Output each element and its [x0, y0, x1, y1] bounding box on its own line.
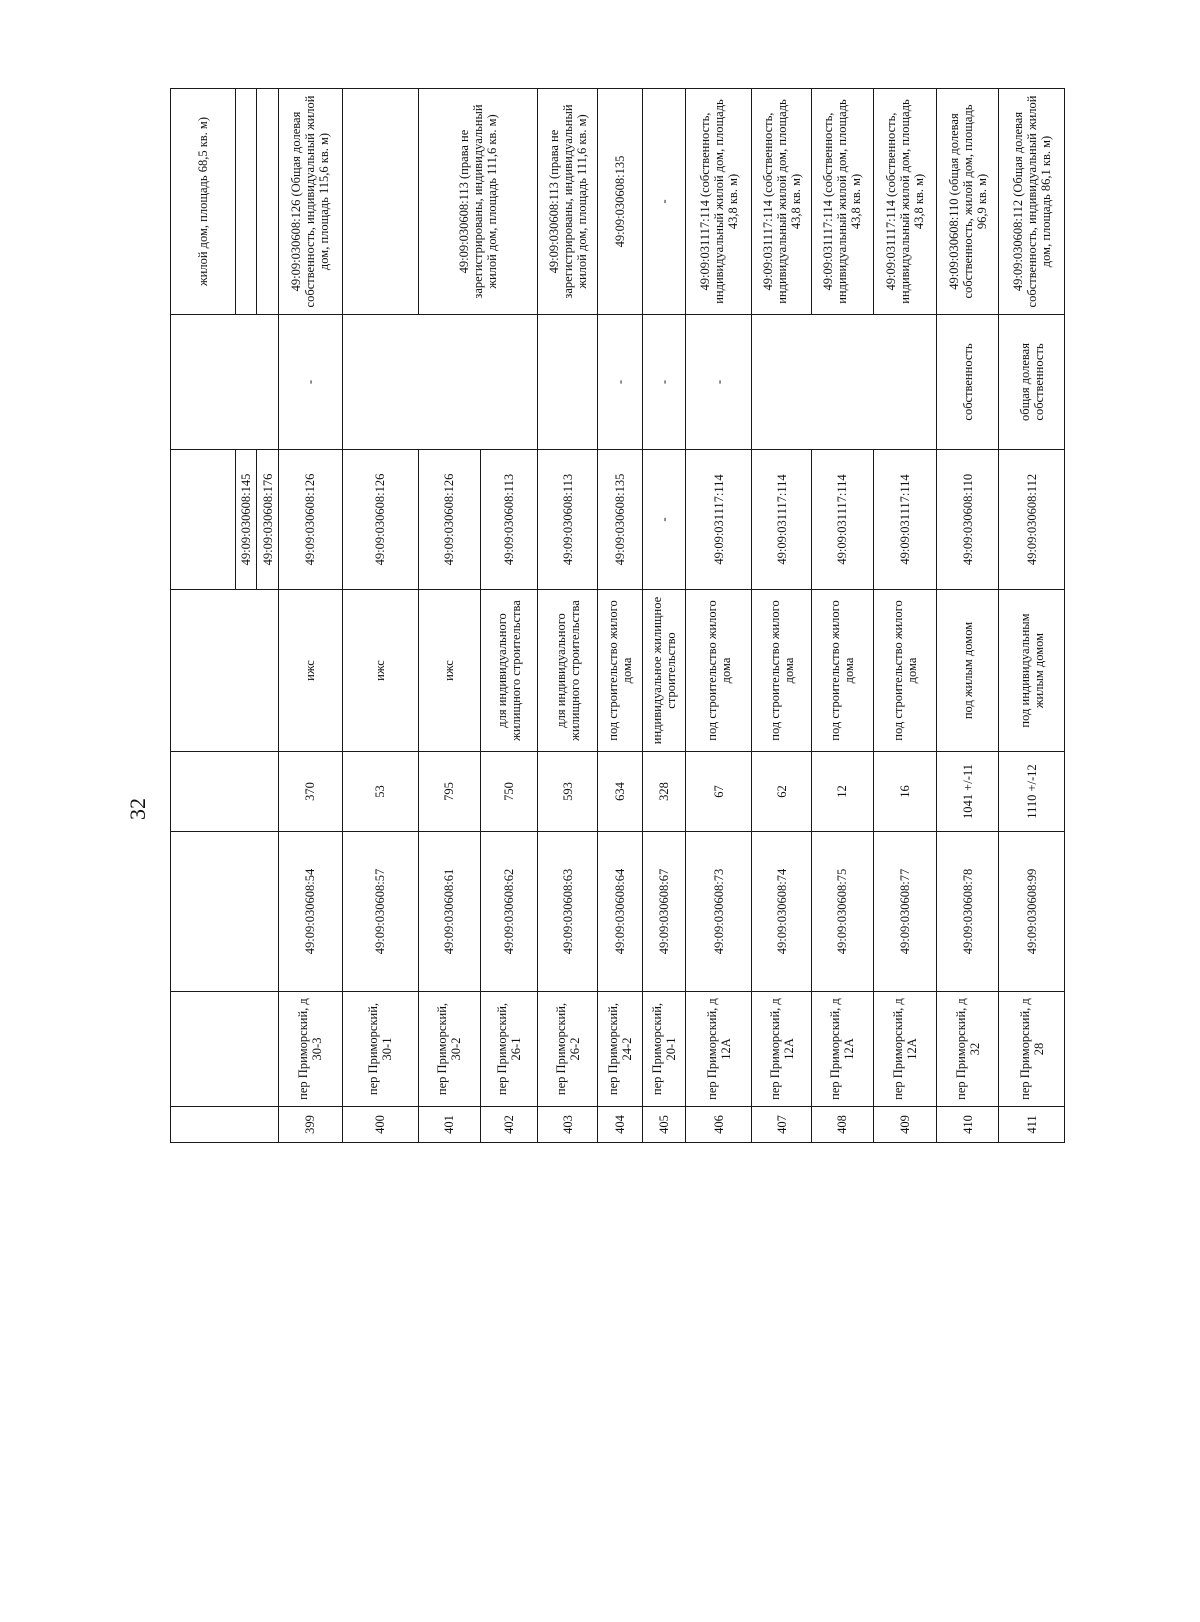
row-area: 67 — [686, 752, 752, 832]
row-building: 49:09:031117:114 — [686, 450, 752, 590]
row-info: 49:09:031117:114 (собственность, индивидуальный жилой дом, площадь 43,8 кв. м) — [811, 89, 873, 315]
row-building: 49:09:031117:114 — [873, 450, 937, 590]
row-cadastral: 49:09:030608:75 — [811, 832, 873, 992]
row-use: под жилым домом — [937, 590, 999, 752]
table-row — [873, 89, 937, 1143]
row-building: 49:09:030608:110 — [937, 450, 999, 590]
row-building: - — [643, 450, 686, 590]
row-info: 49:09:030608:135 — [597, 89, 642, 315]
row-number: 407 — [752, 1107, 812, 1143]
row-cadastral: 49:09:030608:57 — [342, 832, 418, 992]
row-use: индивидуальное жилищное строительство — [643, 590, 686, 752]
cont-info-empty-1 — [235, 89, 257, 315]
row-number: 404 — [597, 1107, 642, 1143]
row-right: - — [597, 315, 642, 450]
row-address: пер Приморский, 26-2 — [538, 992, 598, 1107]
row-use: ижс — [342, 590, 418, 752]
row-number: 408 — [811, 1107, 873, 1143]
row-area: 795 — [418, 752, 480, 832]
cont-building-145: 49:09:030608:145 — [235, 450, 257, 590]
row-number: 411 — [999, 1107, 1065, 1143]
row-number: 403 — [538, 1107, 598, 1143]
table-row — [538, 89, 598, 1143]
row-number: 402 — [480, 1107, 538, 1143]
cont-num — [171, 1107, 279, 1143]
row-use: под строительство жилого дома — [686, 590, 752, 752]
row-right: - — [686, 315, 752, 450]
row-building: 49:09:030608:112 — [999, 450, 1065, 590]
row-info: 49:09:031117:114 (собственность, индивидуальный жилой дом, площадь 43,8 кв. м) — [752, 89, 812, 315]
row-info: 49:09:030608:110 (общая долевая собственность, жилой дом, площадь 96,9 кв. м) — [937, 89, 999, 315]
row-cadastral: 49:09:030608:62 — [480, 832, 538, 992]
row-info: 49:09:030608:113 (права не зарегистрированы, индивидуальный жилой дом, площадь 111,6 кв. м) — [418, 89, 537, 315]
row-use: для индивидуального жилищного строительства — [480, 590, 538, 752]
row-right: - — [643, 315, 686, 450]
row-area: 1041 +/-11 — [937, 752, 999, 832]
row-address: пер Приморский, д 12А — [811, 992, 873, 1107]
row-building: 49:09:030608:135 — [597, 450, 642, 590]
row-area: 328 — [643, 752, 686, 832]
row-cadastral: 49:09:030608:64 — [597, 832, 642, 992]
row-info: 49:09:030608:126 (Общая долевая собственность, индивидуальный жилой дом, площадь 115,6 кв. м) — [278, 89, 342, 315]
cont-right — [171, 315, 279, 450]
row-use: для индивидуального жилищного строительства — [538, 590, 598, 752]
row-address: пер Приморский, д 12А — [752, 992, 812, 1107]
row-address: пер Приморский, 20-1 — [643, 992, 686, 1107]
row-use: под строительство жилого дома — [752, 590, 812, 752]
page-number: 32 — [125, 798, 150, 820]
row-address: пер Приморский, д 12А — [686, 992, 752, 1107]
row-building: 49:09:030608:113 — [480, 450, 538, 590]
row-cadastral: 49:09:030608:73 — [686, 832, 752, 992]
row-use: под строительство жилого дома — [811, 590, 873, 752]
row-cadastral: 49:09:030608:74 — [752, 832, 812, 992]
table-row — [597, 89, 642, 1143]
row-building: 49:09:030608:113 — [538, 450, 598, 590]
row-number: 399 — [278, 1107, 342, 1143]
table-row — [937, 89, 999, 1143]
row-number: 406 — [686, 1107, 752, 1143]
continuation-row — [171, 89, 236, 1143]
table-row — [278, 89, 342, 1143]
table-row — [418, 89, 480, 1143]
row-cadastral: 49:09:030608:61 — [418, 832, 480, 992]
row-cadastral: 49:09:030608:77 — [873, 832, 937, 992]
row-building: 49:09:030608:126 — [342, 450, 418, 590]
cont-info: жилой дом, площадь 68,5 кв. м) — [171, 89, 236, 315]
row-address: пер Приморский, д 32 — [937, 992, 999, 1107]
row-area: 53 — [342, 752, 418, 832]
row-area: 634 — [597, 752, 642, 832]
row-right-empty — [752, 315, 937, 450]
row-use: ижс — [278, 590, 342, 752]
row-number: 410 — [937, 1107, 999, 1143]
row-number: 401 — [418, 1107, 480, 1143]
row-number: 405 — [643, 1107, 686, 1143]
row-use: под индивидуальным жилым домом — [999, 590, 1065, 752]
table-row — [342, 89, 418, 1143]
row-cadastral: 49:09:030608:78 — [937, 832, 999, 992]
table-row — [999, 89, 1065, 1143]
row-area: 593 — [538, 752, 598, 832]
table-row — [686, 89, 752, 1143]
row-info: 49:09:030608:112 (Общая долевая собственность, индивидуальный жилой дом, площадь 86,1 кв. м) — [999, 89, 1065, 315]
row-address: пер Приморский, 30-1 — [342, 992, 418, 1107]
row-use: ижс — [418, 590, 480, 752]
row-building: 49:09:030608:126 — [278, 450, 342, 590]
row-right: общая долевая собственность — [999, 315, 1065, 450]
row-address: пер Приморский, 26-1 — [480, 992, 538, 1107]
row-use: под строительство жилого дома — [873, 590, 937, 752]
row-right — [538, 315, 598, 450]
row-info: 49:09:030608:113 (права не зарегистрированы, индивидуальный жилой дом, площадь 111,6 кв. м) — [538, 89, 598, 315]
row-cadastral: 49:09:030608:54 — [278, 832, 342, 992]
row-area: 1110 +/-12 — [999, 752, 1065, 832]
row-info: 49:09:031117:114 (собственность, индивидуальный жилой дом, площадь 43,8 кв. м) — [686, 89, 752, 315]
row-cadastral: 49:09:030608:67 — [643, 832, 686, 992]
row-address: пер Приморский, 24-2 — [597, 992, 642, 1107]
row-area: 16 — [873, 752, 937, 832]
row-area: 62 — [752, 752, 812, 832]
table-row — [643, 89, 686, 1143]
table-row — [752, 89, 812, 1143]
row-building: 49:09:030608:126 — [418, 450, 480, 590]
row-building: 49:09:031117:114 — [752, 450, 812, 590]
cont-building-176: 49:09:030608:176 — [257, 450, 279, 590]
cont-area — [171, 752, 279, 832]
row-right: - — [278, 315, 342, 450]
row-info — [342, 89, 418, 315]
row-address: пер Приморский, 30-2 — [418, 992, 480, 1107]
row-info: 49:09:031117:114 (собственность, индивидуальный жилой дом, площадь 43,8 кв. м) — [873, 89, 937, 315]
row-area: 750 — [480, 752, 538, 832]
row-area: 12 — [811, 752, 873, 832]
row-address: пер Приморский, д 30-3 — [278, 992, 342, 1107]
row-number: 409 — [873, 1107, 937, 1143]
cont-cadastral — [171, 832, 279, 992]
row-right-empty — [342, 315, 537, 450]
row-cadastral: 49:09:030608:99 — [999, 832, 1065, 992]
row-address: пер Приморский, д 28 — [999, 992, 1065, 1107]
land-plots-table — [170, 88, 1065, 1143]
table-row — [811, 89, 873, 1143]
row-info: - — [643, 89, 686, 315]
row-use: под строительство жилого дома — [597, 590, 642, 752]
rotated-table-wrapper — [170, 89, 1065, 1143]
row-cadastral: 49:09:030608:63 — [538, 832, 598, 992]
cont-info-empty-2 — [257, 89, 279, 315]
row-right: собственность — [937, 315, 999, 450]
cont-building-1 — [171, 450, 236, 590]
row-building: 49:09:031117:114 — [811, 450, 873, 590]
row-number: 400 — [342, 1107, 418, 1143]
row-address: пер Приморский, д 12А — [873, 992, 937, 1107]
cont-use — [171, 590, 279, 752]
cont-address — [171, 992, 279, 1107]
row-area: 370 — [278, 752, 342, 832]
